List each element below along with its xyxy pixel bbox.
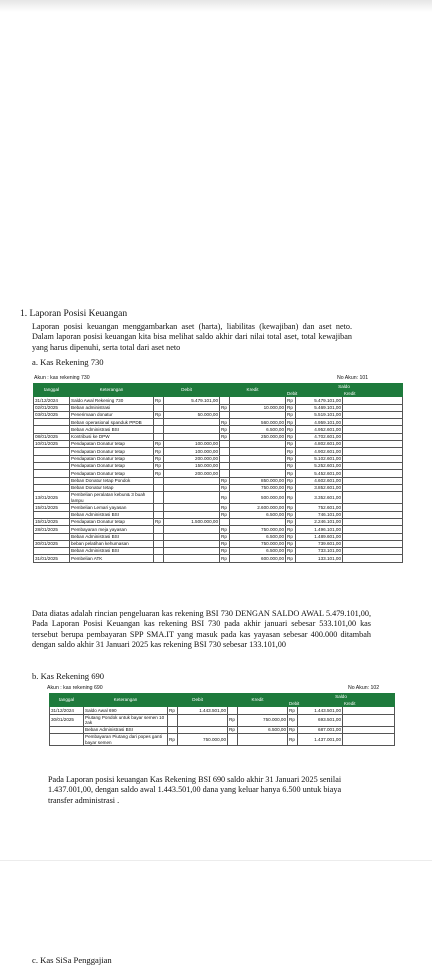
credit-currency-cell: Rp (220, 477, 230, 484)
col-subheader-credit: Kredit (343, 701, 395, 707)
date-cell: 15/01/2025 (34, 518, 70, 525)
balance-amount-cell: 5.469.101,00 (296, 404, 343, 411)
balance-currency-cell: Rp (286, 433, 296, 440)
balance-credit-cell (343, 448, 403, 455)
balance-currency-cell: Rp (286, 441, 296, 448)
credit-currency-cell: Rp (220, 540, 230, 547)
description-cell: Beban Donatur tetap Pondok (70, 477, 154, 484)
balance-currency-cell: Rp (286, 484, 296, 491)
date-cell: 03/01/2025 (34, 411, 70, 418)
table-row (34, 397, 403, 404)
description-cell: Pendapatan Donatur tetap (70, 518, 154, 525)
table-row (34, 484, 403, 491)
balance-amount-cell: 5.252.601,00 (296, 462, 343, 469)
credit-currency-cell: Rp (220, 526, 230, 533)
balance-credit-cell (343, 511, 403, 518)
credit-currency-cell: Rp (220, 426, 230, 433)
credit-currency-cell (220, 470, 230, 477)
debit-amount-cell: 1.443.501,00 (178, 707, 228, 714)
table-a-caption-left: Akun : kas rekening 730 (34, 375, 90, 381)
credit-amount-cell: 6.500,00 (230, 426, 286, 433)
description-cell: Beban Administrasi BSI (70, 533, 154, 540)
balance-credit-cell (343, 462, 403, 469)
balance-amount-cell: 133.101,00 (296, 555, 343, 562)
date-cell (34, 426, 70, 433)
balance-amount-cell: 746.101,00 (296, 511, 343, 518)
balance-amount-cell: 687.001,00 (298, 726, 343, 733)
debit-amount-cell (164, 540, 220, 547)
table-row (50, 714, 395, 726)
balance-currency-cell: Rp (286, 526, 296, 533)
credit-amount-cell: 750.000,00 (230, 526, 286, 533)
table-row (50, 726, 395, 733)
debit-currency-cell: Rp (154, 411, 164, 418)
balance-amount-cell: 1.443.501,00 (298, 707, 343, 714)
balance-amount-cell: 739.601,00 (296, 540, 343, 547)
debit-currency-cell: Rp (154, 462, 164, 469)
description-cell: Pendapatan Donatur tetap (70, 470, 154, 477)
debit-amount-cell (178, 726, 228, 733)
balance-credit-cell (343, 397, 403, 404)
ledger-table-690 (49, 693, 395, 746)
balance-amount-cell: 5.452.601,00 (296, 470, 343, 477)
description-cell: Pembelian ATK (70, 555, 154, 562)
description-cell: Pendapatan Donatur tetap (70, 448, 154, 455)
credit-amount-cell (230, 411, 286, 418)
debit-currency-cell: Rp (168, 707, 178, 714)
table-row (34, 426, 403, 433)
description-cell: Kontribusi ke DPW (70, 433, 154, 440)
description-cell: beban pelatihan kehumasan (70, 540, 154, 547)
debit-amount-cell: 1.500.000,00 (164, 518, 220, 525)
balance-amount-cell: 4.959.101,00 (296, 419, 343, 426)
debit-currency-cell (154, 526, 164, 533)
balance-amount-cell: 693.501,00 (298, 714, 343, 726)
balance-credit-cell (343, 714, 395, 726)
credit-currency-cell: Rp (220, 492, 230, 504)
date-cell (34, 455, 70, 462)
debit-amount-cell: 5.479.101,00 (164, 397, 220, 404)
credit-amount-cell (238, 707, 288, 714)
debit-amount-cell (164, 419, 220, 426)
col-subheader-credit: Kredit (343, 391, 403, 397)
col-header-credit: Kredit (220, 384, 286, 397)
credit-currency-cell: Rp (220, 548, 230, 555)
description-cell: Piutang Pondok untuk bayar semen 10 zak (84, 714, 168, 726)
credit-amount-cell: 600.000,00 (230, 555, 286, 562)
debit-currency-cell (154, 555, 164, 562)
credit-currency-cell: Rp (220, 504, 230, 511)
debit-amount-cell: 100.000,00 (164, 448, 220, 455)
credit-amount-cell: 2.600.000,00 (230, 504, 286, 511)
balance-amount-cell: 1.437.001,00 (298, 734, 343, 746)
debit-amount-cell (164, 477, 220, 484)
debit-amount-cell (164, 433, 220, 440)
col-header-date: tanggal (34, 384, 70, 397)
date-cell: 31/12/2024 (34, 397, 70, 404)
date-cell (34, 484, 70, 491)
balance-currency-cell: Rp (286, 470, 296, 477)
balance-currency-cell: Rp (286, 448, 296, 455)
debit-currency-cell (168, 714, 178, 726)
paragraph-a: Data diatas adalah rincian pengeluaran kas rekening BSI 730 DENGAN SALDO AWAL 5.479.101,00, Pada Laporan Posisi Keuangan kas rekening BSI 730 pada akhir januari sebesar 533.101,00 kas tersebut berupa pembayaran SPP SMA.IT yang masuk pada kas yayasan sebesar 400.000 ditambah dengan saldo akhir 31 Januari 2025 kas rekening BSI 730 sebesar 133.101,00 (32, 609, 371, 650)
intro-paragraph: Laporan posisi keuangan menggambarkan aset (harta), liabilitas (kewajiban) dan aset neto. Dalam laporan posisi keuangan kita bisa melihat saldo akhir dari nilai total aset, total kewajiban yang harus dipenuhi, serta total dari aset neto (32, 322, 352, 352)
credit-amount-cell (230, 455, 286, 462)
col-subheader-debit: Debit (288, 701, 343, 707)
balance-credit-cell (343, 707, 395, 714)
col-header-balance: Saldo (286, 384, 403, 391)
credit-amount-cell (230, 462, 286, 469)
balance-currency-cell: Rp (286, 426, 296, 433)
date-cell (34, 533, 70, 540)
balance-credit-cell (343, 526, 403, 533)
debit-amount-cell: 200.000,00 (164, 455, 220, 462)
section-heading: 1. Laporan Posisi Keuangan (20, 309, 128, 319)
balance-amount-cell: 4.952.601,00 (296, 426, 343, 433)
description-cell: Beban Administrasi BSI (70, 548, 154, 555)
date-cell (34, 470, 70, 477)
debit-currency-cell: Rp (154, 397, 164, 404)
credit-currency-cell (220, 455, 230, 462)
table-row (34, 462, 403, 469)
balance-amount-cell: 752.601,00 (296, 504, 343, 511)
balance-amount-cell: 733.101,00 (296, 548, 343, 555)
credit-amount-cell (230, 448, 286, 455)
balance-amount-cell: 3.352.601,00 (296, 492, 343, 504)
table-row (34, 518, 403, 525)
credit-amount-cell: 750.000,00 (230, 484, 286, 491)
balance-currency-cell: Rp (286, 548, 296, 555)
subheading-b: b. Kas Rekening 690 (32, 671, 105, 681)
ledger-table-730 (33, 383, 403, 563)
table-row (34, 511, 403, 518)
balance-currency-cell: Rp (288, 734, 298, 746)
debit-currency-cell (154, 504, 164, 511)
col-header-description: Keterangan (70, 384, 154, 397)
balance-currency-cell: Rp (286, 455, 296, 462)
debit-currency-cell (154, 511, 164, 518)
description-cell: Saldo Awal 690 (84, 707, 168, 714)
credit-currency-cell: Rp (220, 484, 230, 491)
date-cell (34, 477, 70, 484)
balance-amount-cell: 5.479.101,00 (296, 397, 343, 404)
debit-currency-cell (154, 540, 164, 547)
debit-currency-cell (154, 433, 164, 440)
debit-amount-cell (164, 533, 220, 540)
table-row (34, 419, 403, 426)
date-cell (34, 448, 70, 455)
balance-amount-cell: 4.802.601,00 (296, 441, 343, 448)
credit-currency-cell: Rp (220, 419, 230, 426)
credit-amount-cell: 750.000,00 (238, 714, 288, 726)
table-b-caption-left: Akun : kas rekening 690 (47, 685, 103, 691)
debit-currency-cell (154, 477, 164, 484)
table-row (34, 540, 403, 547)
credit-currency-cell: Rp (220, 404, 230, 411)
credit-amount-cell: 6.500,00 (238, 726, 288, 733)
date-cell: 10/01/2025 (34, 441, 70, 448)
credit-amount-cell: 750.000,00 (230, 540, 286, 547)
balance-currency-cell: Rp (286, 397, 296, 404)
debit-currency-cell (154, 533, 164, 540)
credit-currency-cell (228, 734, 238, 746)
description-cell: Beban Administrasi BSI (84, 726, 168, 733)
balance-credit-cell (343, 404, 403, 411)
credit-currency-cell (220, 462, 230, 469)
credit-amount-cell: 10.000,00 (230, 404, 286, 411)
col-header-debit: Debit (168, 694, 228, 707)
balance-currency-cell: Rp (286, 411, 296, 418)
table-row (34, 533, 403, 540)
debit-amount-cell (164, 511, 220, 518)
credit-amount-cell (230, 441, 286, 448)
paragraph-b: Pada Laporan posisi keuangan Kas Rekening BSI 690 saldo akhir 31 Januari 2025 senilai 1.437.001,00, dengan saldo awal 1.443.501,00 dana yang keluar hanya 6.500 untuk biaya transfer administrasi . (48, 775, 342, 805)
col-header-description: Keterangan (84, 694, 168, 707)
description-cell: Beban Administrasi BSI (70, 511, 154, 518)
col-header-credit: Kredit (228, 694, 288, 707)
date-cell (50, 726, 84, 733)
debit-amount-cell (164, 484, 220, 491)
debit-currency-cell: Rp (154, 441, 164, 448)
balance-credit-cell (343, 734, 395, 746)
table-a-caption-right: No Akun: 101 (337, 375, 369, 381)
credit-currency-cell (228, 707, 238, 714)
table-row (34, 455, 403, 462)
debit-amount-cell (164, 504, 220, 511)
description-cell: Pendapatan Donatur tetap (70, 462, 154, 469)
debit-currency-cell: Rp (154, 455, 164, 462)
balance-credit-cell (343, 492, 403, 504)
debit-amount-cell (164, 492, 220, 504)
credit-currency-cell (220, 448, 230, 455)
next-subheading: c. Kas SiSa Penggajian (32, 955, 112, 965)
balance-currency-cell: Rp (286, 555, 296, 562)
credit-amount-cell: 6.500,00 (230, 511, 286, 518)
table-row (34, 555, 403, 562)
table-b-caption-right: No Akun: 102 (348, 685, 380, 691)
debit-currency-cell: Rp (154, 448, 164, 455)
debit-currency-cell: Rp (154, 470, 164, 477)
balance-currency-cell: Rp (286, 477, 296, 484)
credit-currency-cell (220, 518, 230, 525)
balance-amount-cell: 1.496.101,00 (296, 526, 343, 533)
description-cell: Beban operasional spanduk PPDB (70, 419, 154, 426)
balance-currency-cell: Rp (286, 404, 296, 411)
credit-currency-cell: Rp (220, 511, 230, 518)
date-cell: 28/01/2025 (34, 526, 70, 533)
credit-currency-cell (220, 397, 230, 404)
date-cell: 30/01/2025 (50, 714, 84, 726)
date-cell: 02/01/2025 (34, 404, 70, 411)
credit-currency-cell: Rp (220, 533, 230, 540)
balance-credit-cell (343, 726, 395, 733)
debit-currency-cell (154, 548, 164, 555)
balance-credit-cell (343, 433, 403, 440)
page-top-shadow (0, 0, 432, 12)
date-cell: 15/01/2025 (34, 504, 70, 511)
description-cell: Pembelian peralatan kebun& 3 buah lampu (70, 492, 154, 504)
col-header-date: tanggal (50, 694, 84, 707)
balance-amount-cell: 3.852.601,00 (296, 484, 343, 491)
credit-currency-cell: Rp (220, 433, 230, 440)
date-cell (34, 548, 70, 555)
table-row (34, 448, 403, 455)
date-cell: 08/01/2025 (34, 433, 70, 440)
balance-currency-cell: Rp (288, 707, 298, 714)
debit-amount-cell: 100.000,00 (164, 441, 220, 448)
subheading-a: a. Kas Rekening 730 (32, 357, 104, 367)
balance-amount-cell: 5.519.101,00 (296, 411, 343, 418)
table-row (34, 433, 403, 440)
balance-credit-cell (343, 540, 403, 547)
date-cell (34, 511, 70, 518)
balance-amount-cell: 2.246.101,00 (296, 518, 343, 525)
credit-amount-cell: 560.000,00 (230, 419, 286, 426)
date-cell: 30/01/2025 (34, 540, 70, 547)
debit-amount-cell (164, 555, 220, 562)
balance-credit-cell (343, 484, 403, 491)
debit-amount-cell: 200.000,00 (164, 470, 220, 477)
table-row (34, 548, 403, 555)
balance-currency-cell: Rp (286, 511, 296, 518)
debit-amount-cell (164, 526, 220, 533)
balance-amount-cell: 1.489.601,00 (296, 533, 343, 540)
description-cell: Pembelian Lemari yayasan (70, 504, 154, 511)
credit-amount-cell: 850.000,00 (230, 477, 286, 484)
balance-credit-cell (343, 555, 403, 562)
debit-currency-cell (154, 404, 164, 411)
table-row (34, 470, 403, 477)
balance-currency-cell: Rp (286, 504, 296, 511)
description-cell: Beban Donatur tetap (70, 484, 154, 491)
credit-currency-cell (220, 441, 230, 448)
credit-currency-cell: Rp (228, 726, 238, 733)
table-row (34, 404, 403, 411)
debit-amount-cell (164, 404, 220, 411)
debit-currency-cell: Rp (154, 518, 164, 525)
page-break (0, 860, 432, 861)
date-cell (50, 734, 84, 746)
debit-currency-cell (168, 726, 178, 733)
credit-amount-cell (230, 397, 286, 404)
date-cell: 13/01/2025 (34, 492, 70, 504)
description-cell: Pembayaran meja yayasan (70, 526, 154, 533)
credit-amount-cell (230, 470, 286, 477)
debit-currency-cell (154, 492, 164, 504)
balance-amount-cell: 4.702.601,00 (296, 433, 343, 440)
col-header-debit: Debit (154, 384, 220, 397)
balance-amount-cell: 5.102.601,00 (296, 455, 343, 462)
balance-credit-cell (343, 441, 403, 448)
balance-currency-cell: Rp (286, 462, 296, 469)
balance-currency-cell: Rp (286, 419, 296, 426)
credit-amount-cell: 250.000,00 (230, 433, 286, 440)
credit-amount-cell: 6.500,00 (230, 533, 286, 540)
table-row (34, 441, 403, 448)
description-cell: Pendapatan Donatur tetap (70, 455, 154, 462)
credit-currency-cell: Rp (220, 555, 230, 562)
credit-amount-cell: 500.000,00 (230, 492, 286, 504)
balance-currency-cell: Rp (288, 726, 298, 733)
debit-amount-cell (164, 426, 220, 433)
date-cell (34, 462, 70, 469)
credit-currency-cell: Rp (228, 714, 238, 726)
balance-credit-cell (343, 419, 403, 426)
credit-amount-cell (230, 518, 286, 525)
table-row (50, 734, 395, 746)
balance-credit-cell (343, 426, 403, 433)
balance-credit-cell (343, 477, 403, 484)
description-cell: Saldo Awal Rekening 730 (70, 397, 154, 404)
debit-currency-cell (154, 484, 164, 491)
balance-credit-cell (343, 533, 403, 540)
debit-amount-cell: 50.000,00 (164, 411, 220, 418)
debit-amount-cell: 150.000,00 (164, 462, 220, 469)
table-row (34, 477, 403, 484)
description-cell: Pembayaran Piutang dari popes ganti bayar semen (84, 734, 168, 746)
col-subheader-debit: Debit (286, 391, 343, 397)
credit-amount-cell (238, 734, 288, 746)
balance-amount-cell: 4.902.601,00 (296, 448, 343, 455)
balance-credit-cell (343, 455, 403, 462)
balance-currency-cell: Rp (288, 714, 298, 726)
table-row (34, 411, 403, 418)
balance-currency-cell: Rp (286, 540, 296, 547)
table-row (34, 526, 403, 533)
balance-currency-cell: Rp (286, 492, 296, 504)
balance-amount-cell: 4.602.601,00 (296, 477, 343, 484)
credit-currency-cell (220, 411, 230, 418)
col-header-balance: Saldo (288, 694, 395, 701)
balance-credit-cell (343, 518, 403, 525)
balance-credit-cell (343, 504, 403, 511)
table-row (50, 707, 395, 714)
description-cell: Beban Administrasi BSI (70, 426, 154, 433)
date-cell: 31/12/2024 (50, 707, 84, 714)
balance-currency-cell: Rp (286, 533, 296, 540)
description-cell: Pendapatan Donatur tetap (70, 441, 154, 448)
description-cell: Beban administrasi (70, 404, 154, 411)
balance-credit-cell (343, 411, 403, 418)
debit-currency-cell (154, 419, 164, 426)
debit-amount-cell (178, 714, 228, 726)
credit-amount-cell: 6.500,00 (230, 548, 286, 555)
debit-amount-cell (164, 548, 220, 555)
balance-currency-cell: Rp (286, 518, 296, 525)
debit-amount-cell: 750.000,00 (178, 734, 228, 746)
debit-currency-cell: Rp (168, 734, 178, 746)
debit-currency-cell (154, 426, 164, 433)
description-cell: Penerimaan donatur (70, 411, 154, 418)
date-cell (34, 419, 70, 426)
table-row (34, 504, 403, 511)
date-cell: 31/01/2025 (34, 555, 70, 562)
balance-credit-cell (343, 470, 403, 477)
balance-credit-cell (343, 548, 403, 555)
table-row (34, 492, 403, 504)
